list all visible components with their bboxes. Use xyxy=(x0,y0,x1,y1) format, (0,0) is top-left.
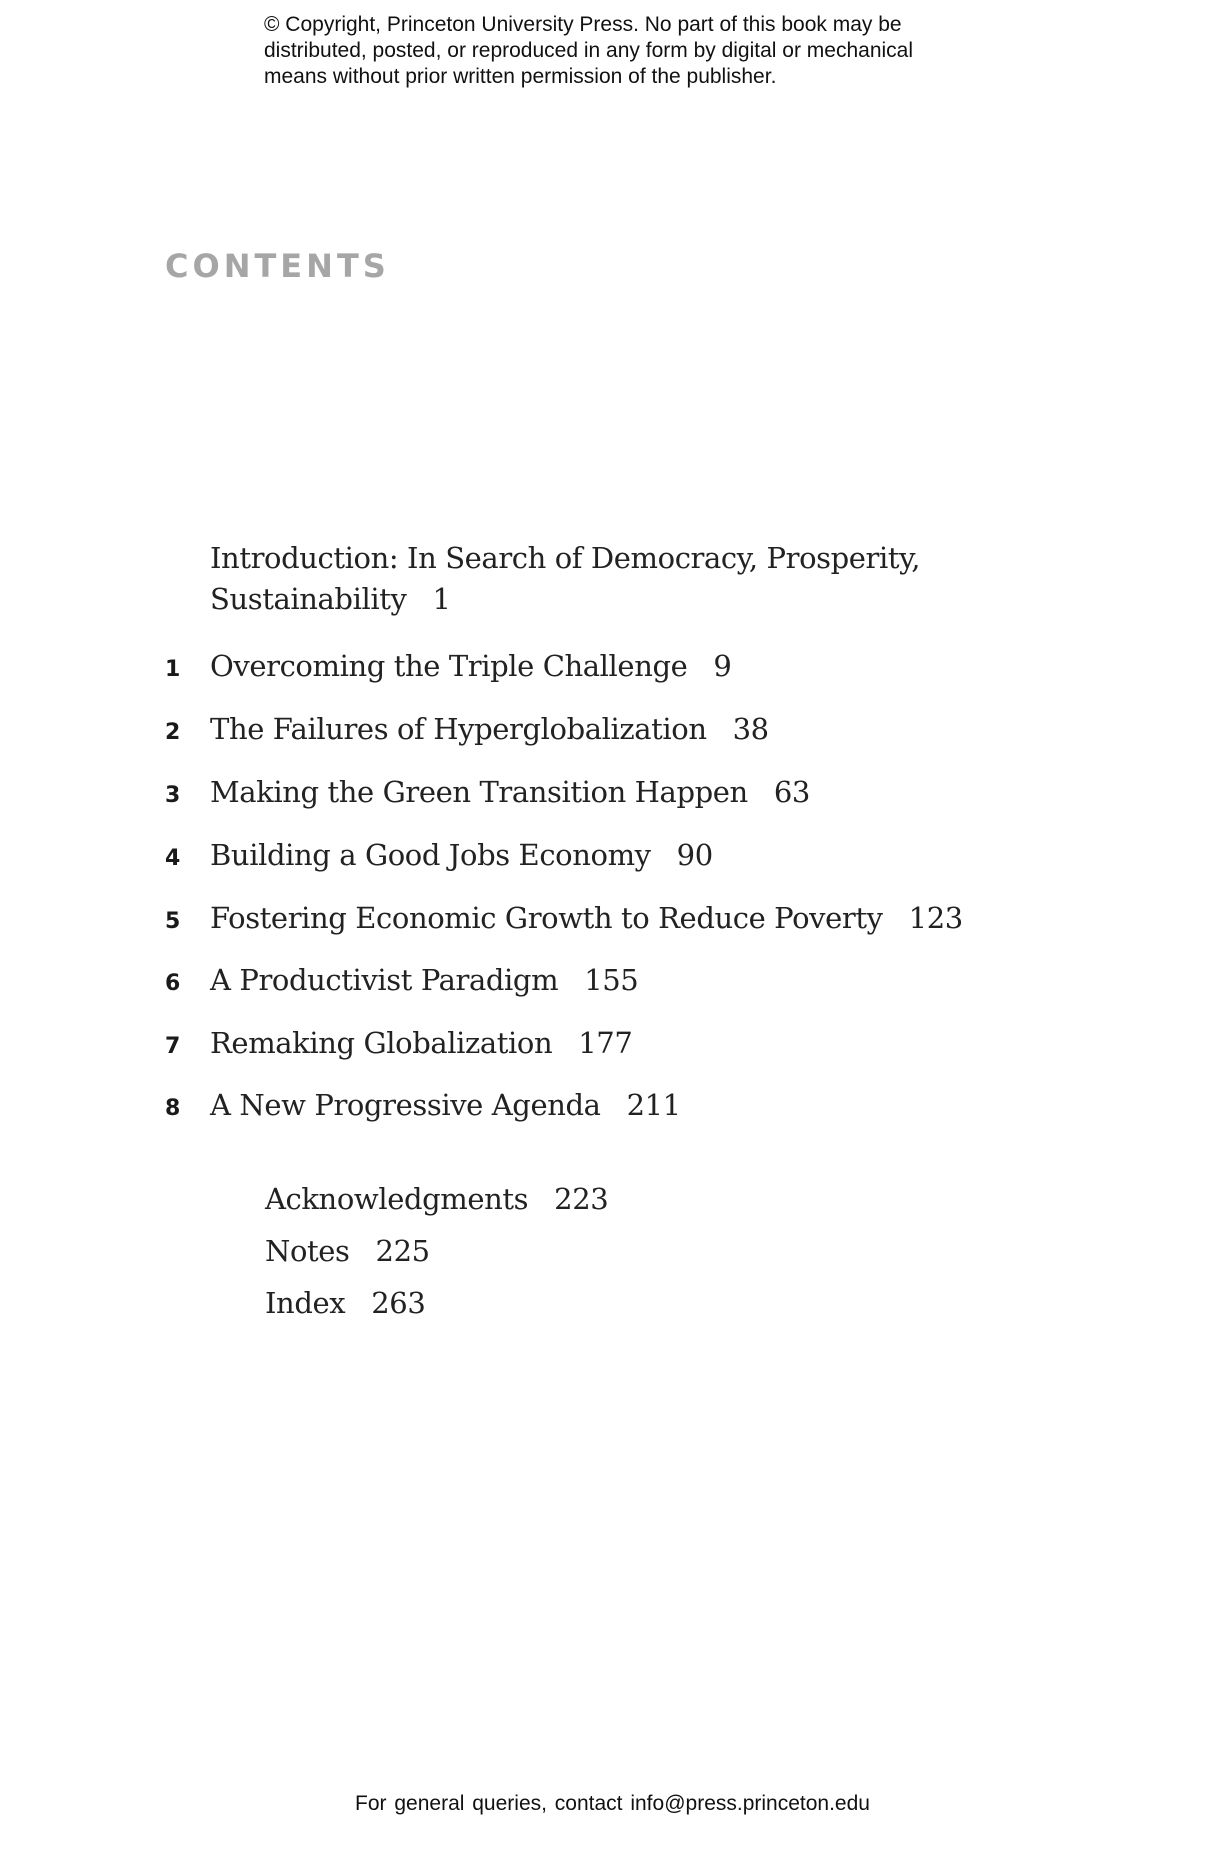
copyright-line: © Copyright, Princeton University Press. No part of this book may be xyxy=(264,13,902,36)
footer-contact: For general queries, contact info@press.princeton.edu xyxy=(355,1792,870,1815)
toc-entry-title: A Productivist Paradigm xyxy=(210,963,559,997)
copyright-notice xyxy=(264,12,964,90)
copyright-line: means without prior written permission of the publisher. xyxy=(264,65,777,88)
toc-entry-backmatter xyxy=(265,1283,425,1324)
toc-entry-page: 223 xyxy=(554,1182,609,1216)
toc-entry-title: Remaking Globalization xyxy=(210,1026,553,1060)
toc-entry-backmatter xyxy=(265,1231,430,1272)
chapter-number: 5 xyxy=(165,909,181,934)
toc-entry-page: 123 xyxy=(908,901,963,935)
toc-entry-title: Overcoming the Triple Challenge xyxy=(210,649,688,683)
toc-entry-page: 263 xyxy=(371,1286,426,1320)
chapter-number: 1 xyxy=(165,657,181,682)
toc-entry-title: Acknowledgments xyxy=(265,1182,529,1216)
chapter-number: 4 xyxy=(165,846,181,871)
toc-entry-introduction xyxy=(210,538,920,620)
toc-entry-page: 211 xyxy=(626,1088,681,1122)
chapter-number: 6 xyxy=(165,971,181,996)
toc-entry-page: 90 xyxy=(676,838,713,872)
toc-entry-page: 38 xyxy=(732,712,769,746)
toc-entry-title: A New Progressive Agenda xyxy=(210,1088,601,1122)
copyright-line: distributed, posted, or reproduced in any form by digital or mechanical xyxy=(264,39,914,62)
toc-entry-title: Building a Good Jobs Economy xyxy=(210,838,651,872)
toc-entry-title: Index xyxy=(265,1286,346,1320)
chapter-number: 7 xyxy=(165,1034,181,1059)
toc-entry-page: 63 xyxy=(773,775,810,809)
toc-entry-page: 177 xyxy=(578,1026,633,1060)
toc-entry-title: Sustainability xyxy=(210,582,407,616)
page-title: CONTENTS xyxy=(165,247,390,285)
toc-entry-title: The Failures of Hyperglobalization xyxy=(210,712,707,746)
toc-entry-page: 155 xyxy=(584,963,639,997)
toc-entry-backmatter xyxy=(265,1179,608,1220)
toc-entry-title: Introduction: In Search of Democracy, Prosperity, xyxy=(210,541,921,575)
toc-entry-page: 9 xyxy=(713,649,732,683)
chapter-number: 3 xyxy=(165,783,181,808)
chapter-number: 8 xyxy=(165,1096,181,1121)
toc-entry-page: 1 xyxy=(432,582,451,616)
toc-entry-title: Making the Green Transition Happen xyxy=(210,775,748,809)
toc-entry-title: Notes xyxy=(265,1234,350,1268)
toc-entry-title: Fostering Economic Growth to Reduce Poverty xyxy=(210,901,883,935)
toc-entry-page: 225 xyxy=(375,1234,430,1268)
chapter-number: 2 xyxy=(165,720,181,745)
